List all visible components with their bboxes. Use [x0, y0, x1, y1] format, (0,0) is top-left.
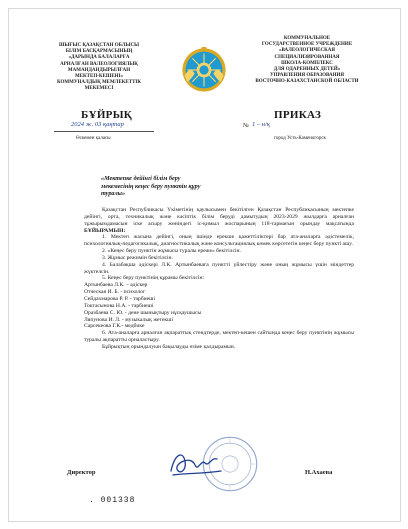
- director-name: Н.Ахаева: [305, 469, 333, 476]
- state-emblem-icon: [181, 47, 227, 93]
- header-right-line: УПРАВЛЕНИЯ ОБРАЗОВАНИЯ: [269, 73, 345, 79]
- intro-text: Қазақстан Республикасы Үкіметінің қаулысымен бекітілген Қазақстан Республикасының мектепке дейінгі, орта, техникалық және кәсіптік білім беруді дамытудың 2023-2029 жылдарға арналған тұжырымдамасын іске асыру жөніндегі іс-қимыл жоспарының 118-тармағын орындау мақсатында: [84, 207, 354, 227]
- order-item: 2. «Кеңес беру пунктін жұмысы туралы ереже» бекітілсін.: [102, 248, 241, 255]
- header-left-line: БІЛІМ БАСҚАРМАСЫНЫҢ: [65, 49, 133, 55]
- order-item: 1. Мектеп жасына дейінгі, оның ішінде ерекше қажеттіліктері бар ата-аналарға әдістемелік, психологиялық-педагогикалық, диагностикалық және консультациялық көмек көрсететін кеңес беру пункті ашу.: [84, 234, 354, 248]
- member-line: Сарсекеова Г.К.- медбике: [84, 323, 145, 330]
- order-subject: «Мектепке дейінгі білім беру мекемесінің кеңес беру пунктін құру туралы»: [101, 175, 201, 198]
- header-right-line: ШКОЛА-КОМПЛЕКС: [281, 60, 333, 66]
- member-line: Оразбаева С. Ю. - дене шынықтыру нұсқаушысы: [84, 309, 202, 316]
- header-left-line: МЕКЕМЕСІ: [84, 86, 114, 92]
- order-item: 5. Кеңес беру пунктінің құрамы бекітілсін:: [102, 275, 205, 282]
- document-page: [8, 8, 401, 522]
- header-left-line: ШЫҒЫС ҚАЗАҚСТАН ОБЛЫСЫ: [58, 43, 139, 48]
- number-sign: №: [243, 123, 249, 129]
- order-date-handwritten: 2024 ж. 03 қаңтар: [71, 121, 124, 128]
- order-title-kazakh: БҰЙРЫҚ: [81, 109, 133, 121]
- order-item: 6. Ата-аналарға арналған ақпараттық стендтерде, мектеп-кешен сайтында кеңес беру пунктінің жұмысы туралы ақпаратты орналастыру.: [84, 330, 354, 344]
- date-underline: [54, 131, 154, 132]
- header-right-line: ДЛЯ ОДАРЕННЫХ ДЕТЕЙ»: [273, 67, 341, 73]
- header-right-line: КОММУНАЛЬНОЕ: [283, 36, 331, 41]
- header-right-line: СПЕЦИАЛИЗИРОВАННАЯ: [274, 54, 340, 60]
- header-left-line: КОММУНАЛДЫҚ МЕМЛЕКЕТТІК: [57, 80, 141, 86]
- order-number-handwritten: 1 – н/қ: [252, 121, 270, 128]
- member-line: Сейдахмарова Р. Р. - тәрбиеші: [84, 295, 156, 302]
- header-right-line: ВОСТОЧНО-КАЗАХСТАНСКОЙ ОБЛАСТИ: [255, 79, 359, 85]
- body-intro: [84, 207, 354, 234]
- header-right-line: ГОСУДАРСТВЕННОЕ УЧРЕЖДЕНИЕ: [261, 42, 353, 48]
- city-kazakh: Өскемен қаласы: [76, 136, 111, 141]
- order-title-russian: ПРИКАЗ: [274, 109, 322, 121]
- header-left-line: МЕКТЕП-КЕШЕНІ»: [74, 74, 124, 80]
- order-word: БҰЙЫРАМЫН:: [84, 227, 126, 234]
- member-line: Ляпунова И. Л. - музыкалық жетекші: [84, 316, 173, 323]
- header-left-kazakh: [39, 43, 159, 93]
- header-left-line: МАМАНДАНДЫРЫЛҒАН: [67, 67, 131, 73]
- city-russian: город Усть-Каменогорск: [274, 136, 326, 141]
- order-body: [84, 207, 354, 351]
- member-line: Отческая И. Б. - психолог: [84, 289, 146, 296]
- order-item: 3. Жұмыс режимін бекітілсін.: [102, 254, 173, 261]
- header-left-line: «ДАРЫНДА БАЛАЛАРҒА: [68, 55, 130, 61]
- header-right-line: «ВАЛЕОЛОГИЧЕСКАЯ: [279, 48, 335, 54]
- member-line: Артынбаева Л.К. – әдіскер: [84, 282, 148, 289]
- member-line: Токтасынова Н.А. - тәрбиеші: [84, 302, 154, 309]
- header-left-line: АРНАЛҒАН ВАЛЕОЛОГИЯЛЫҚ: [60, 61, 138, 67]
- order-item: 4. Балабақша әдіскері Л.К. Артынбаевага пунктті үйлестіру және оның жұмысы үшін міндеттер жүктелсін.: [84, 261, 354, 275]
- director-signature-icon: [165, 447, 225, 481]
- header-right-russian: [247, 36, 367, 86]
- document-serial-number: . 001338: [89, 496, 136, 505]
- control-clause: Бұйрықтың орындалуын бақылауды өзіме қалдырамын.: [102, 343, 236, 350]
- director-label: Директор: [67, 469, 96, 476]
